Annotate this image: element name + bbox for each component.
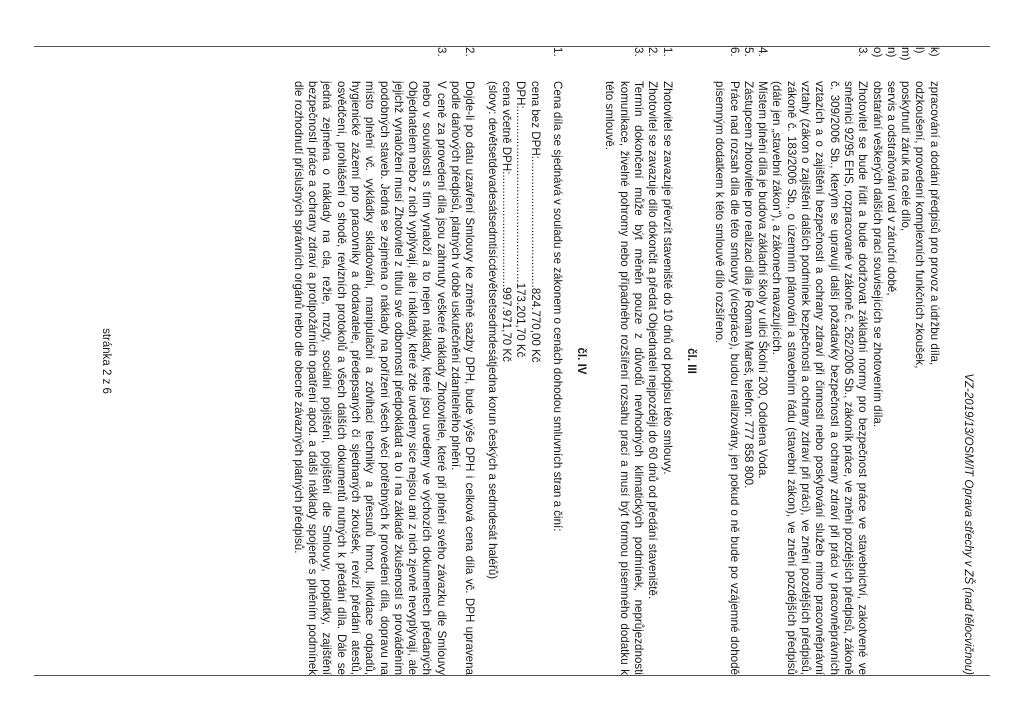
item-label: k) xyxy=(927,47,941,57)
list-item xyxy=(869,47,883,675)
spacer xyxy=(476,47,484,675)
spacer xyxy=(542,47,550,675)
section-heading-iv: čl. IV xyxy=(575,347,589,375)
item-label: l) xyxy=(913,47,927,54)
item-text: poskytnutí záruk na celé dílo, xyxy=(899,81,913,232)
item-text: Místem plnění díla je budova základní školy v ulici Školní 200, Odolena Voda. xyxy=(756,81,770,479)
section-heading-iii: čl. III xyxy=(684,348,698,374)
list-item xyxy=(602,47,645,675)
list-item xyxy=(741,47,755,675)
item-text: Zhotovitel se zavazuje dílo dokončit a předat Objednateli nejpozději do 60 dnů od předání staveniště. xyxy=(646,81,660,600)
item-text: Cena díla se sjednává v souladu se zákonem o cenách dohodou smluvních stran a činí: xyxy=(550,81,564,532)
document-header: VZ-2019/13/OSM/IT Oprava střechy v ZŠ (nad tělocvičnou) xyxy=(962,373,974,675)
item-text: servis a odstraňování vad v záruční době, xyxy=(884,81,898,296)
item-label: 1. xyxy=(550,47,564,57)
page-number: stránka 2 z 6 xyxy=(100,328,112,394)
list-item xyxy=(448,47,477,675)
item-label: 3. xyxy=(632,47,646,57)
bottom-rule xyxy=(34,675,990,676)
item-label: m) xyxy=(899,47,913,61)
list-item xyxy=(645,47,659,675)
item-text: odzkoušení, provedení komplexních funkčních zkoušek, xyxy=(913,81,927,369)
numbered-list xyxy=(712,47,869,675)
item-label: 1. xyxy=(660,47,674,57)
item-text: Dojde-li po datu uzavření Smlouvy ke změně sazby DPH, bude výše DPH i celková cena díla vč. DPH upravena podle daňových předpisů, platných v době uskutečnění zdanitelného plnění. xyxy=(449,81,477,675)
list-item xyxy=(926,47,940,675)
list-item xyxy=(659,47,673,675)
list-item xyxy=(755,47,769,675)
list-item xyxy=(912,47,926,675)
list-item xyxy=(898,47,912,675)
item-text: zpracování a dodání předpisů pro provoz a údržbu díla, xyxy=(927,81,941,366)
price-in-words: (slovy: devětsetdevadesátsedmtisícdevětsetsedmdesátjedna korun českých a sedmdesát haléřů) xyxy=(485,81,499,580)
price-without-vat: cena bez DPH:........................................824.770,00 Kč xyxy=(528,81,542,363)
section-iv-list xyxy=(291,47,564,675)
item-text: Termín dokončení může být měněn pouze z důvodů nevhodných klimatických podmínek, neprůjezdnosti komunikace, živelné pohromy nebo případného rozšíření rozsahu prací a musí být formou písemného dodatku k této smlouvě. xyxy=(603,81,646,675)
item-text: obstarání veškerých dalších prací souvisejících se zhotovením díla. xyxy=(870,81,884,428)
vat-amount: DPH:......................................................173.201,70 Kč xyxy=(514,81,528,358)
item-text: V ceně za provedení díla jsou zahrnuty veškeré náklady Zhotovitele, které při plnění svého závazku dle Smlouvy nebo v souvislosti s tím vynaloží a to nejen náklady, které jsou uvedeny ve výchozích dokumentech předaných Objednatelem nebo z nich vyplývají, ale i náklady, které zde uvedeny sice nejsou ani z nich zjevně nevyplývají, ale jejichž vynaložení musí Zhotovitel z titulu své odbornosti předpokládat a to i na základě zkušeností s prováděním podobných staveb. Jedná se zejména o náklady na pořízení všech věcí potřebných k provedení díla, dopravu na místo plnění vč. vykládky skladování, manipulační a zdvihací techniky a přesunů hmot, likvidace odpadů, hygienické zázemí pro pracovníky a dodavatele, předepsaných či sjednaných zkoušek, revizí předání atestů, osvědčení, prohlášení o shodě, revizních protokolů a všech dalších dokumentů nutných k předání díla. Dále se jedná zejména o náklady na cla, režie, mzdy, sociální pojištění, pojištění dle Smlouvy, poplatky, zajištění bezpečnosti práce a ochrany zdraví a protipožárních opatření apod. a další náklady spojené s plněním podmínek dle rozhodnutí příslušných správních orgánů nebo dle obecně závazných platných předpisů. xyxy=(291,81,448,675)
item-label: 4. xyxy=(756,47,770,57)
item-label: 6. xyxy=(727,47,741,57)
item-text: Zástupcem zhotovitele pro realizaci díla je Roman Mareš, telefon: 777 858 800. xyxy=(741,81,755,489)
item-label: 3. xyxy=(856,47,870,57)
item-text: Zhotovitel se bude řídit a bude dodržovat základní normy pro bezpečnost práce ve stavebnictví, zakotvené ve směrnici 92/95 EHS, rozpracované v zákoně č. 262/2006 Sb., zákoník práce, ve znění pozdějších předpisů, zákoně č. 309/2006 Sb., kterým se upravují další požadavky bezpečnosti a ochrany zdraví při práci v pracovněprávních vztazích a o zajištění bezpečnosti a ochrany zdraví při činnosti nebo poskytování služeb mimo pracovněprávní vztahy (zákon o zajištění dalších podmínek bezpečnosti a ochrany zdraví při práci), ve znění pozdějších předpisů, zákoně č. 183/2006 Sb., o územním plánování a stavebním řádu (stavební zákon), ve znění pozdějších předpisů (dále jen „stavební zákon“), a zákonech navazujících. xyxy=(770,81,870,675)
list-item xyxy=(291,47,448,675)
item-label: 3. xyxy=(434,47,448,57)
list-item xyxy=(884,47,898,675)
item-label: 5. xyxy=(741,47,755,57)
list-item xyxy=(712,47,741,675)
list-item xyxy=(550,47,564,675)
list-item xyxy=(769,47,869,675)
item-label: 2. xyxy=(463,47,477,57)
document-page xyxy=(95,47,975,675)
section-iii-list xyxy=(602,47,673,675)
item-label: 2. xyxy=(646,47,660,57)
subitem-list xyxy=(869,47,940,675)
item-label: o) xyxy=(870,47,884,58)
item-text: Zhotovitel se zavazuje převzít staveniště do 10 dnů od podpisu této smlouvy. xyxy=(660,81,674,475)
price-with-vat: cena včetně DPH:...................................997.971,70 Kč xyxy=(499,81,513,362)
item-text: Práce nad rozsah díla dle této smlouvy (vícepráce), budou realizovány, jen pokud o ně bude po vzájemné dohodě písemným dodatkem k této smlouvě dílo rozšířeno. xyxy=(713,81,741,675)
item-label: n) xyxy=(884,47,898,58)
